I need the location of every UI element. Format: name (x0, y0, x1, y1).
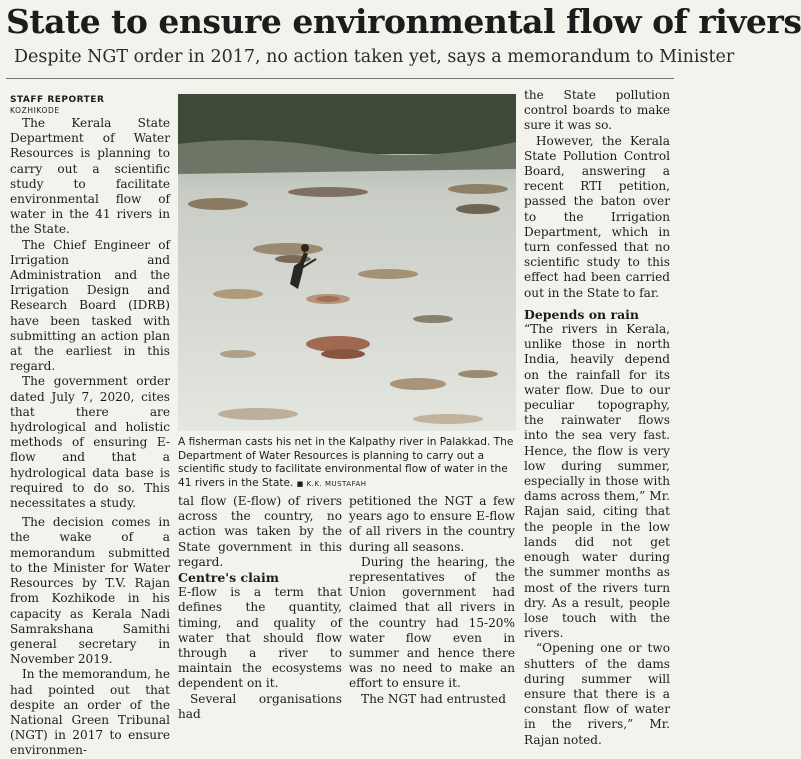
deck-subheadline: Despite NGT order in 2017, no action taken yet, says a memorandum to Minister (14, 47, 735, 67)
paragraph: The government order dated July 7, 2020, cites that there are hydrological and holistic methods of ensuring E-flow and that a hydrological data base is required to do so. This necessitates a study. (10, 374, 170, 511)
paragraph: Several organisations had (178, 691, 342, 721)
paragraph: E-flow is a term that defines the quantity, timing, and quality of water that should flow through a river to maintain the ecosystems dependent on it. (178, 585, 342, 691)
column-1 (10, 94, 170, 759)
paragraph: tal flow (E-flow) of rivers across the country, no action was taken by the State government in this regard. (178, 494, 342, 569)
column-3 (349, 494, 515, 707)
photo-caption (178, 436, 518, 491)
paragraph: The decision comes in the wake of a memorandum submitted to the Minister for Water Resources by T.V. Rajan from Kozhikode in his capacity as Kerala Nadi Samrakshana Samithi general secretary in November 2019. (10, 515, 170, 667)
photo-credit: ■ K.K. MUSTAFAH (296, 479, 367, 488)
paragraph: The Chief Engineer of Irrigation and Administration and the Irrigation Design and Research Board (IDRB) have been tasked with submitting an action plan at the earliest in this regard. (10, 237, 170, 374)
dateline: KOZHIKODE (10, 106, 60, 115)
paragraph: During the hearing, the representatives of the Union government had claimed that all rivers in the country had 15-20% water flow even in summer and hence there was no need to make an effort to ensure it. (349, 554, 515, 691)
paragraph: “Opening one or two shutters of the dams during summer will ensure that there is a constant flow of water in the rivers,” Mr. Rajan noted. (524, 641, 670, 747)
paragraph: the State pollution control boards to make sure it was so. (524, 88, 670, 133)
paragraph: petitioned the NGT a few years ago to ensure E-flow of all rivers in the country during all seasons. (349, 494, 515, 554)
fisherman-photo-image (178, 94, 516, 431)
headline-rule (6, 78, 674, 79)
headline: State to ensure environmental flow of rivers (6, 2, 801, 41)
subhead-centres-claim: Centre's claim (178, 570, 279, 586)
paragraph: The NGT had entrusted (361, 691, 506, 706)
credit-text: K.K. MUSTAFAH (306, 479, 367, 488)
river-photo (178, 94, 516, 431)
paragraph: The Kerala State Department of Water Resources is planning to carry out a scientific study to facilitate environmental flow of water in the 41 rivers in the State. (10, 116, 170, 237)
paragraph: However, the Kerala State Pollution Control Board, answering a recent RTI petition, passed the baton over to the Irrigation Department, which in turn confessed that no scientific study to this effect had been carried out in the State to far. (524, 133, 670, 300)
byline: STAFF REPORTER (10, 95, 105, 105)
subhead-depends-on-rain: Depends on rain (524, 306, 640, 322)
paragraph: “The rivers in Kerala, unlike those in north India, heavily depend on the rainfall for its water flow. Due to our peculiar topography, the rainwater flows into the sea very fast. Hence, the flow is very low during summer, especially in those with dams across them,” Mr. Rajan said, citing that the people in the low lands did not get enough water during the summer months as most of the rivers turn dry. As a result, people lose touch with the rivers. (524, 322, 670, 641)
paragraph: In the memorandum, he had pointed out that despite an order of the National Green Tribunal (NGT) in 2017 to ensure environmen- (10, 667, 170, 758)
column-4 (524, 88, 670, 748)
caption-text: A fisherman casts his net in the Kalpathy river in Palakkad. The Department of Water Resources is planning to carry out a scientific study to facilitate environmental flow of water in the 41 rivers in the State. (178, 436, 514, 489)
column-2 (178, 494, 342, 722)
